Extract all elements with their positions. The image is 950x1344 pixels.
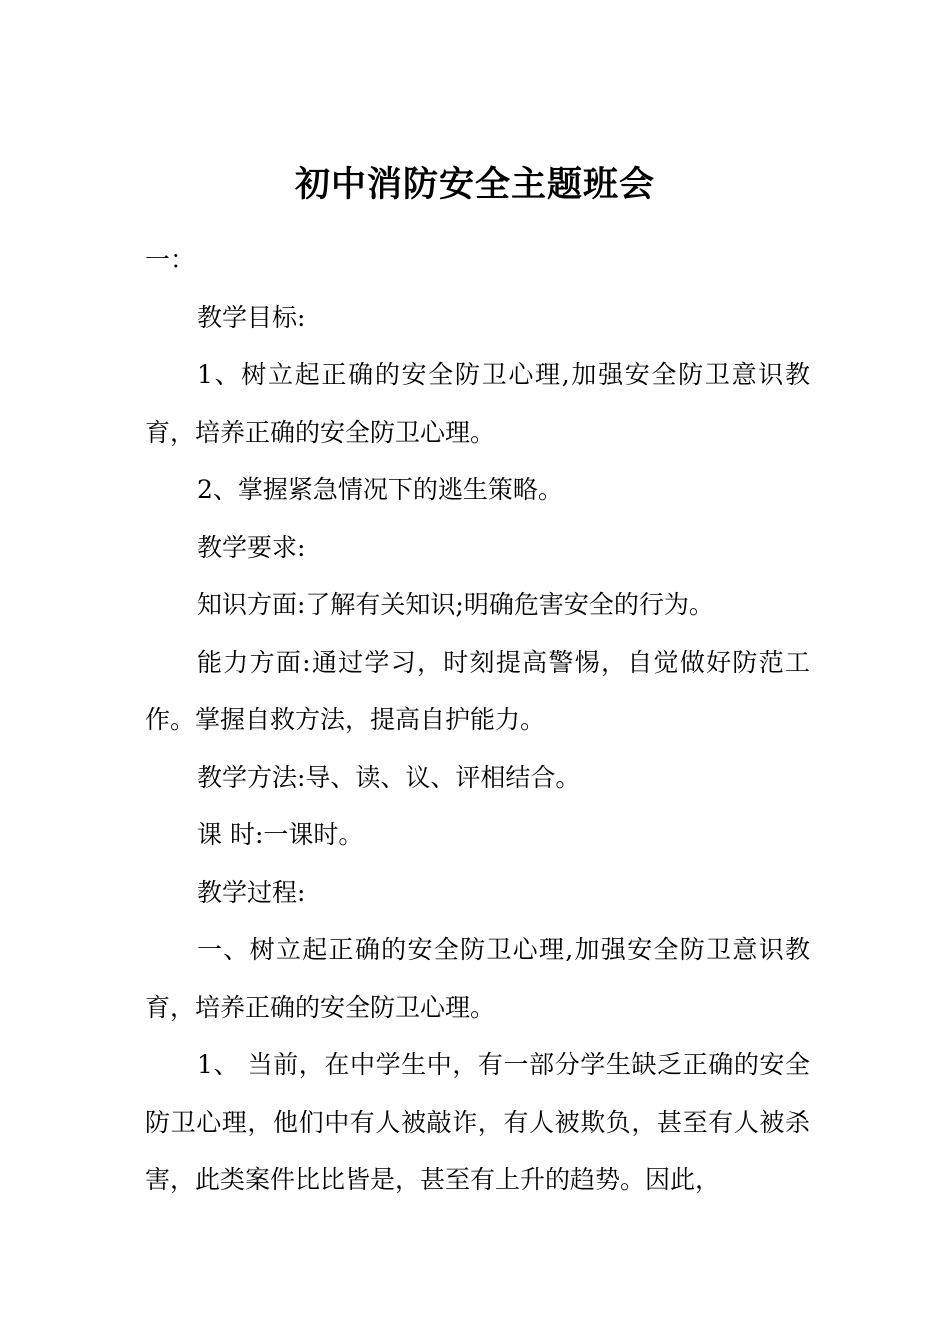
paragraph: 教学方法:导、读、议、评相结合。	[197, 762, 581, 792]
paragraph: 1、树立起正确的安全防卫心理,加强安全防卫意识教育，培养正确的安全防卫心理。	[145, 360, 810, 447]
document-body	[145, 231, 810, 1209]
paragraph: 知识方面:了解有关知识;明确危害安全的行为。	[197, 590, 714, 619]
paragraph: 教学目标:	[197, 302, 306, 332]
paragraph: 2、掌握紧急情况下的逃生策略。	[197, 475, 563, 504]
document-title: 初中消防安全主题班会	[294, 165, 655, 205]
paragraph: 教学要求:	[197, 532, 306, 562]
paragraph: 教学过程:	[197, 877, 306, 907]
paragraph: 一、树立起正确的安全防卫心理,加强安全防卫意识教育，培养正确的安全防卫心理。	[145, 935, 810, 1022]
paragraph: 能力方面:通过学习，时刻提高警惕，自觉做好防范工作。掌握自救方法，提高自护能力。	[145, 647, 810, 734]
section-heading: 一：	[145, 245, 196, 274]
paragraph: 课 时:一课时。	[197, 820, 364, 849]
paragraph: 1、 当前，在中学生中，有一部分学生缺乏正确的安全防卫心理，他们中有人被敲诈，有人被欺负，甚至有人被杀害，此类案件比比皆是，甚至有上升的趋势。因此，	[145, 1050, 810, 1194]
